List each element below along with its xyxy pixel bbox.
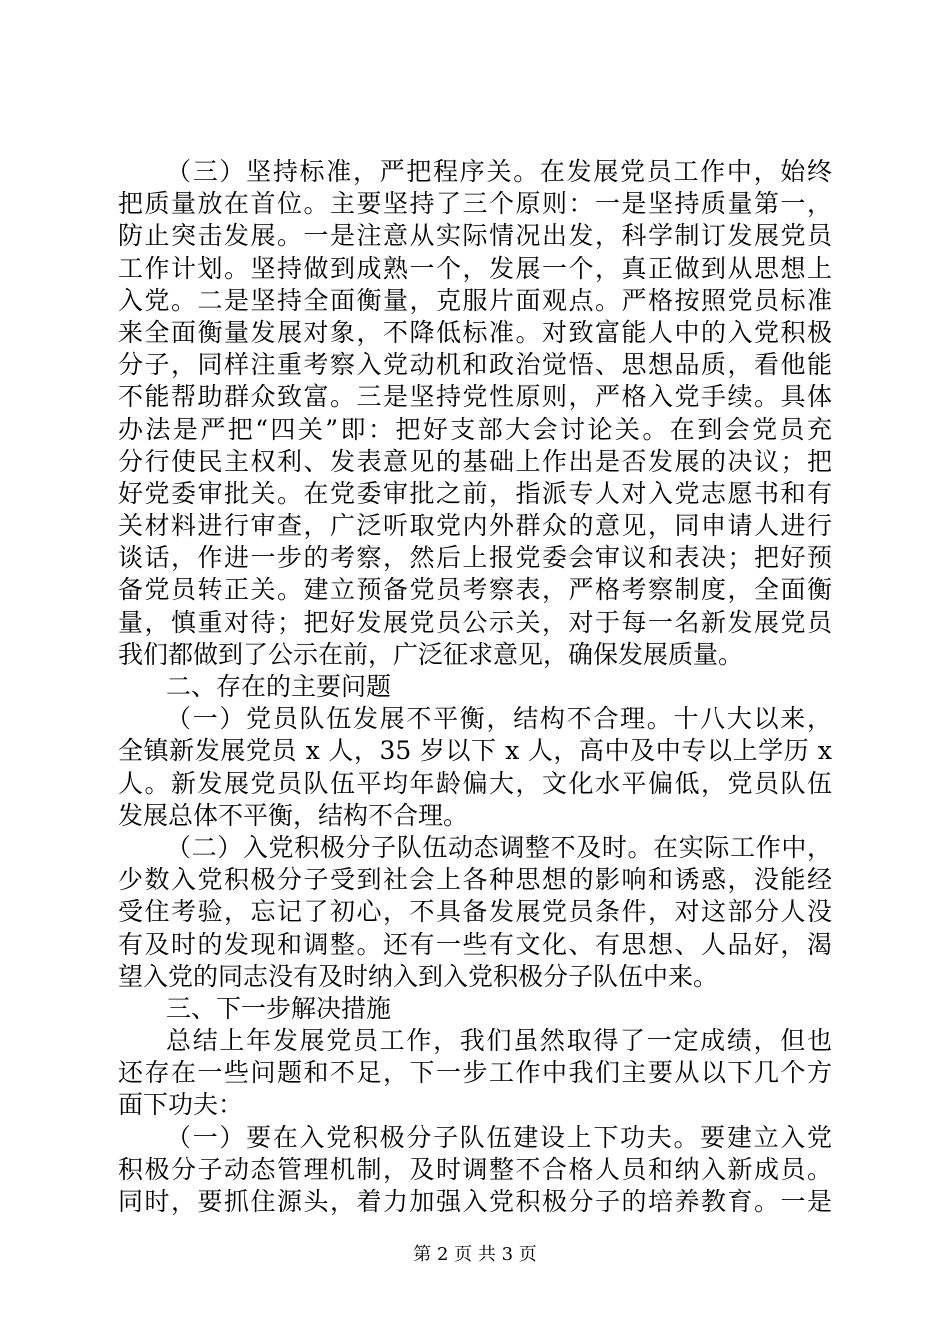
paragraph-line: 好党委审批关。在党委审批之前，指派专人对入党志愿书和有	[118, 478, 832, 508]
paragraph-line: 工作计划。坚持做到成熟一个，发展一个，真正做到从思想上	[118, 253, 832, 283]
paragraph-line: 全镇新发展党员 x 人，35 岁以下 x 人，高中及中专以上学历 x	[118, 736, 832, 766]
paragraph-line: 发展总体不平衡，结构不合理。	[118, 800, 469, 830]
paragraph-line: 积极分子动态管理机制，及时调整不合格人员和纳入新成员。	[118, 1154, 832, 1184]
paragraph-line: 防止突击发展。一是注意从实际情况出发，科学制订发展党员	[118, 221, 832, 251]
paragraph-line: 同时，要抓住源头，着力加强入党积极分子的培养教育。一是	[118, 1187, 832, 1216]
paragraph-line: 关材料进行审查，广泛听取党内外群众的意见，同申请人进行	[118, 511, 832, 541]
paragraph-line: 人。新发展党员队伍平均年龄偏大，文化水平偏低，党员队伍	[118, 768, 832, 798]
paragraph-line: 不能帮助群众致富。三是坚持党性原则，严格入党手续。具体	[118, 382, 832, 412]
paragraph-line: 分子，同样注重考察入党动机和政治觉悟、思想品质，看他能	[118, 350, 832, 380]
paragraph-line: 谈话，作进一步的考察，然后上报党委会审议和表决；把好预	[118, 543, 832, 573]
paragraph-line: 受住考验，忘记了初心，不具备发展党员条件，对这部分人没	[118, 897, 832, 927]
paragraph-line: 还存在一些问题和不足，下一步工作中我们主要从以下几个方	[118, 1058, 832, 1088]
paragraph-line: 把质量放在首位。主要坚持了三个原则：一是坚持质量第一，	[118, 189, 832, 219]
paragraph-line: （一）要在入党积极分子队伍建设上下功夫。要建立入党	[166, 1122, 832, 1152]
paragraph-line: 面下功夫：	[118, 1090, 244, 1120]
paragraph-line: （二）入党积极分子队伍动态调整不及时。在实际工作中，	[166, 832, 832, 862]
paragraph-line: （三）坚持标准，严把程序关。在发展党员工作中，始终	[166, 157, 832, 186]
paragraph-line: 备党员转正关。建立预备党员考察表，严格考察制度，全面衡	[118, 575, 832, 605]
page-footer	[0, 1243, 950, 1267]
paragraph-line: 有及时的发现和调整。还有一些有文化、有思想、人品好，渴	[118, 929, 832, 959]
section-heading: 三、下一步解决措施	[166, 993, 392, 1023]
paragraph-line: （一）党员队伍发展不平衡，结构不合理。十八大以来，	[166, 704, 832, 734]
document-body	[118, 156, 832, 1218]
section-heading: 二、存在的主要问题	[166, 672, 392, 701]
paragraph-line: 总结上年发展党员工作，我们虽然取得了一定成绩，但也	[166, 1026, 832, 1056]
paragraph-line: 望入党的同志没有及时纳入到入党积极分子队伍中来。	[118, 961, 719, 991]
paragraph-line: 入党。二是坚持全面衡量，克服片面观点。严格按照党员标准	[118, 285, 832, 315]
paragraph-line: 我们都做到了公示在前，广泛征求意见，确保发展质量。	[118, 639, 744, 669]
paragraph-line: 量，慎重对待；把好发展党员公示关，对于每一名新发展党员	[118, 607, 832, 637]
paragraph-line: 办法是严把“四关”即：把好支部大会讨论关。在到会党员充	[118, 414, 832, 444]
paragraph-line: 来全面衡量发展对象，不降低标准。对致富能人中的入党积极	[118, 317, 832, 347]
paragraph-line: 分行使民主权利、发表意见的基础上作出是否发展的决议；把	[118, 446, 832, 476]
page-number: 第 2 页 共 3 页	[413, 1244, 537, 1265]
paragraph-line: 少数入党积极分子受到社会上各种思想的影响和诱惑，没能经	[118, 865, 832, 895]
